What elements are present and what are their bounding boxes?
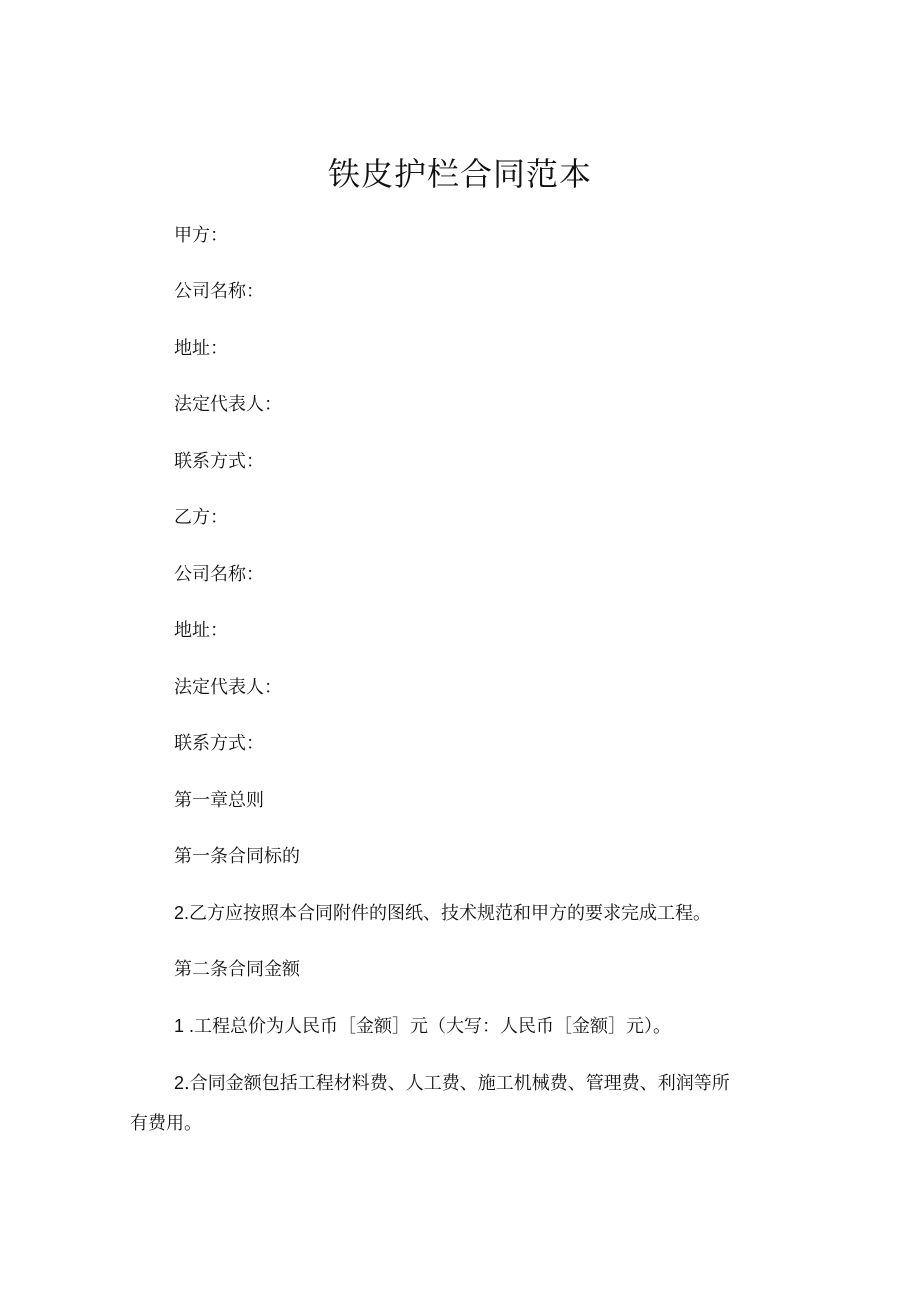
party-b-heading: 乙方： [174,507,228,528]
party-a-representative-field: 法定代表人： [174,394,282,415]
clause-number: 2. [174,903,190,923]
article-2-clause-1 [174,1013,671,1040]
document-title: 铁皮护栏合同范本 [327,155,592,193]
clause-number: 2 [174,1073,185,1093]
clause-text: 工程总价为人民币［金额］元（大写：人民币［金额］元）。 [194,1016,672,1037]
clause-text: 乙方应按照本合同附件的图纸、技术规范和甲方的要求完成工程。 [189,903,712,924]
article-1-heading: 第一条合同标的 [174,846,300,867]
article-2-heading: 第二条合同金额 [174,959,300,980]
article-1-clause-2 [174,900,711,927]
party-a-address-field: 地址： [174,338,228,359]
clause-number: 1 . [174,1016,195,1036]
clause-text: .合同金额包括工程材料费、人工费、施工机械费、管理费、利润等所有费用。 [130,1073,730,1134]
party-a-heading: 甲方： [174,225,228,246]
party-a-company-field: 公司名称： [174,281,264,302]
party-b-contact-field: 联系方式： [174,733,264,754]
party-b-address-field: 地址： [174,620,228,641]
party-a-contact-field: 联系方式： [174,451,264,472]
party-b-representative-field: 法定代表人： [174,677,282,698]
chapter-1-heading: 第一章总则 [174,790,264,811]
article-2-clause-2 [130,1063,730,1144]
party-b-company-field: 公司名称： [174,564,264,585]
